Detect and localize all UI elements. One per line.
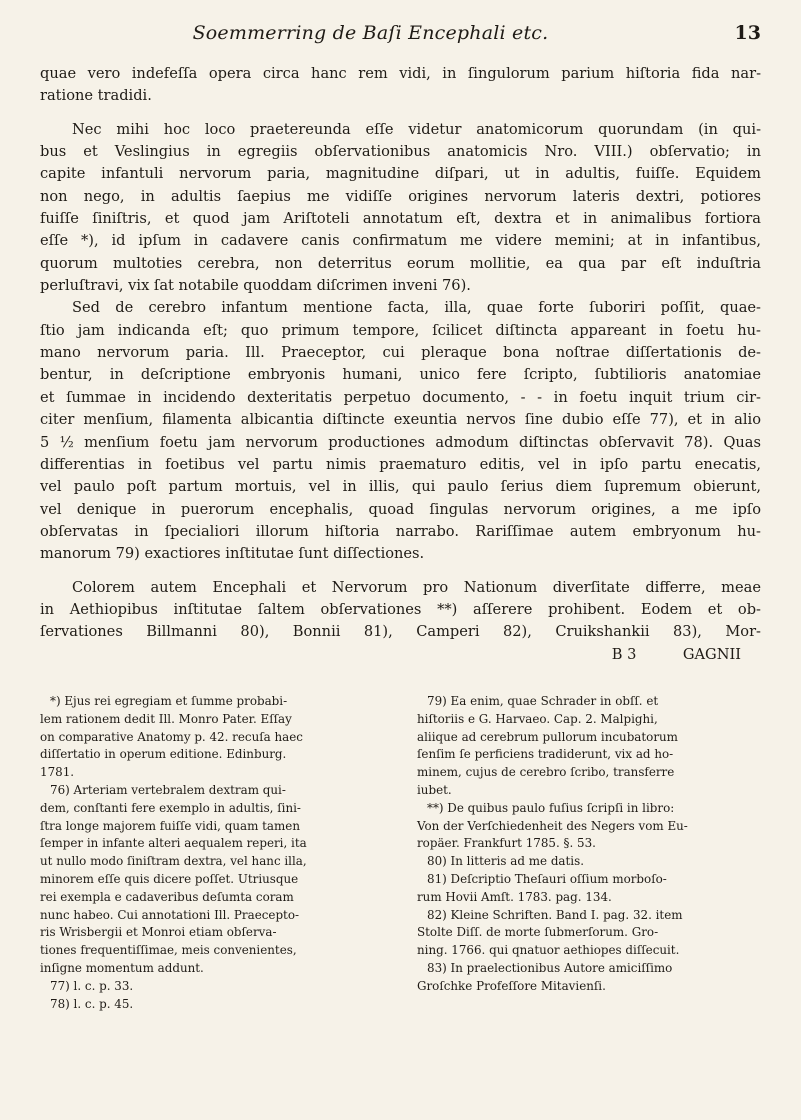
footnote-line: dem, conſtanti fere exemplo in adultis, ſini- — [40, 800, 301, 815]
footnote-line: ropäer. Frankfurt 1785. §. 53. — [417, 836, 596, 851]
text-line: differentias in foetibus vel partu nimis praematuro editis, vel in ipſo partu enecatis, — [40, 455, 761, 473]
footnote-line: ſtra longe majorem fuiſſe vidi, quam tamen — [40, 818, 300, 833]
footnote-line: ut nullo modo ſiniſtram dextra, vel hanc illa, — [40, 854, 307, 869]
footnote-line: rum Hovii Amſt. 1783. pag. 134. — [417, 889, 612, 904]
footnote-line: 78) l. c. p. 45. — [50, 996, 134, 1011]
text-line: citer menſium, filamenta albicantia diſtincte exeuntia nervos ſine dubio eſſe 77), et in alio — [40, 411, 761, 429]
text-line: capite infantuli nervorum paria, magnitudine diſpari, ut in adultis, fuiſſe. Equidem — [40, 165, 761, 183]
footnote-line: nunc habeo. Cui annotationi Ill. Praecepto- — [40, 907, 300, 922]
text-line: mano nervorum paria. Ill. Praeceptor, cui pleraque bona noſtrae diſſertationis de- — [40, 344, 761, 362]
text-line: et ſummae in incidendo dexteritatis perpetuo documento, - - in foetu inquit trium cir- — [40, 388, 761, 406]
text-line: vel denique in puerorum encephalis, quoad ſingulas nervorum origines, a me ipſo — [40, 500, 761, 518]
footnote-line: 79) Ea enim, quae Schrader in obſſ. et — [427, 694, 659, 708]
footnotes — [40, 693, 761, 1013]
footnote-line: lem rationem dedit Ill. Monro Pater. Eſſay — [40, 711, 292, 726]
footnote-line: Stolte Diſſ. de morte ſubmerſorum. Gro- — [417, 925, 659, 940]
page-number: 13 — [734, 22, 761, 44]
paragraph-2 — [40, 119, 761, 298]
text-line: 5 ½ menſium foetu jam nervorum productiones admodum diſtinctas obſervavit 78). Quas — [40, 433, 761, 451]
footnote-line: tiones frequentiſſimae, meis convenientes, — [40, 943, 297, 958]
text-line: fuiſſe ſiniſtris, et quod jam Ariſtoteli annotatum eſt, dextra et in animalibus fortiora — [40, 210, 761, 228]
text-line: quae vero indefeſſa opera circa hanc rem vidi, in ſingulorum parium hiſtoria fida nar- — [40, 65, 761, 82]
text-line: eſſe *), id ipſum in cadavere canis confirmatum me videre memini; at in infantibus, — [40, 232, 761, 250]
text-line: ſtio jam indicanda eſt; quo primum tempore, ſcilicet diſtincta appareant in foetu hu- — [40, 321, 761, 339]
paragraph-4 — [40, 577, 761, 644]
text-line: perluſtravi, vix ſat notabile quoddam diſcrimen inveni 76). — [40, 277, 471, 295]
text-line: bentur, in deſcriptione embryonis humani, unico fere ſcripto, ſubtilioris anatomiae — [40, 366, 761, 384]
text-line: Colorem autem Encephali et Nervorum pro Nationum diverſitate differre, meae — [72, 578, 761, 596]
text-line: bus et Veslingius in egregiis obſervationibus anatomicis Nro. VIII.) obſervatio; in — [40, 143, 761, 161]
text-line: non nego, in adultis ſaepius me vidiſſe origines nervorum lateris dextri, potiores — [40, 187, 761, 205]
main-text — [40, 63, 761, 666]
footnote-line: 1781. — [40, 765, 75, 780]
footnote-line: hiſtoriis e G. Harvaeo. Cap. 2. Malpighi, — [417, 711, 658, 726]
text-line: ſervationes Billmanni 80), Bonnii 81), Camperi 82), Cruikshankii 83), Mor- — [40, 623, 761, 641]
footnote-line: ſemper in infante alteri aequalem reperi, ita — [40, 836, 307, 851]
footnote-line: *) Ejus rei egregiam et ſumme probabi- — [50, 694, 288, 708]
footnote-line: Groſchke Profeſſore Mitavienſi. — [417, 978, 606, 993]
footnote-line: 77) l. c. p. 33. — [50, 978, 134, 993]
footnote-line: 82) Kleine Schriften. Band I. pag. 32. item — [427, 907, 683, 922]
footnotes-left-column — [40, 693, 384, 1013]
text-line: Nec mihi hoc loco praetereunda eſſe videtur anatomicorum quorundam (in qui- — [72, 120, 761, 138]
footnote-line: ſenſim ſe perficiens tradiderunt, vix ad ho- — [417, 747, 674, 762]
footnote-line: rei exempla e cadaveribus deſumta coram — [40, 889, 294, 904]
text-line: manorum 79) exactiores inſtitutae ſunt diſſectiones. — [40, 545, 425, 563]
footnote-line: minorem eſſe quis dicere poſſet. Utriusque — [40, 871, 299, 886]
footnote-line: 80) In litteris ad me datis. — [427, 854, 584, 869]
paragraph-1 — [40, 63, 761, 108]
footnote-line: 81) Deſcriptio Theſauri oſſium morboſo- — [427, 871, 667, 886]
footnotes-right-column — [417, 693, 761, 1013]
catchword: B 3 GAGNII — [611, 645, 741, 663]
footnote-line: 83) In praelectionibus Autore amiciſſimo — [427, 960, 673, 975]
page-header — [40, 22, 761, 50]
text-line: vel paulo poſt partum mortuis, vel in illis, qui paulo ſerius diem ſupremum obierunt, — [40, 478, 761, 496]
text-line: in Aethiopibus inſtitutae ſaltem obſervationes **) aſſerere prohibent. Eodem et ob- — [40, 600, 761, 618]
footnote-line: iubet. — [417, 782, 452, 797]
running-head: Soemmerring de Baſi Encephali etc. — [192, 22, 549, 44]
footnote-line: ning. 1766. qui qnatuor aethiopes diſſecuit. — [417, 943, 680, 958]
text-line: quorum multoties cerebra, non deterritus eorum mollitie, ea qua par eſt induſtria — [40, 254, 761, 272]
footnote-line: Von der Verſchiedenheit des Negers vom Eu- — [417, 818, 688, 833]
text-line: ratione tradidi. — [40, 87, 152, 105]
footnote-line: minem, cujus de cerebro ſcribo, transferre — [417, 765, 675, 780]
footnote-line: ris Wrisbergii et Monroi etiam obſerva- — [40, 925, 277, 940]
footnote-line: aliique ad cerebrum pullorum incubatorum — [417, 729, 678, 744]
footnote-line: **) De quibus paulo fuſius ſcripſi in libro: — [427, 800, 675, 815]
footnote-line: 76) Arteriam vertebralem dextram qui- — [50, 782, 286, 797]
text-line: Sed de cerebro infantum mentione facta, illa, quae forte ſuboriri poſſit, quae- — [72, 299, 761, 317]
paragraph-3 — [40, 297, 761, 565]
footnote-line: inſigne momentum addunt. — [40, 960, 204, 975]
footnote-line: on comparative Anatomy p. 42. recuſa haec — [40, 729, 303, 744]
footnote-line: diſſertatio in operum editione. Edinburg. — [40, 747, 287, 762]
text-line: obſervatas in ſpecialiori illorum hiſtoria narrabo. Rariſſimae autem embryonum hu- — [40, 522, 761, 540]
